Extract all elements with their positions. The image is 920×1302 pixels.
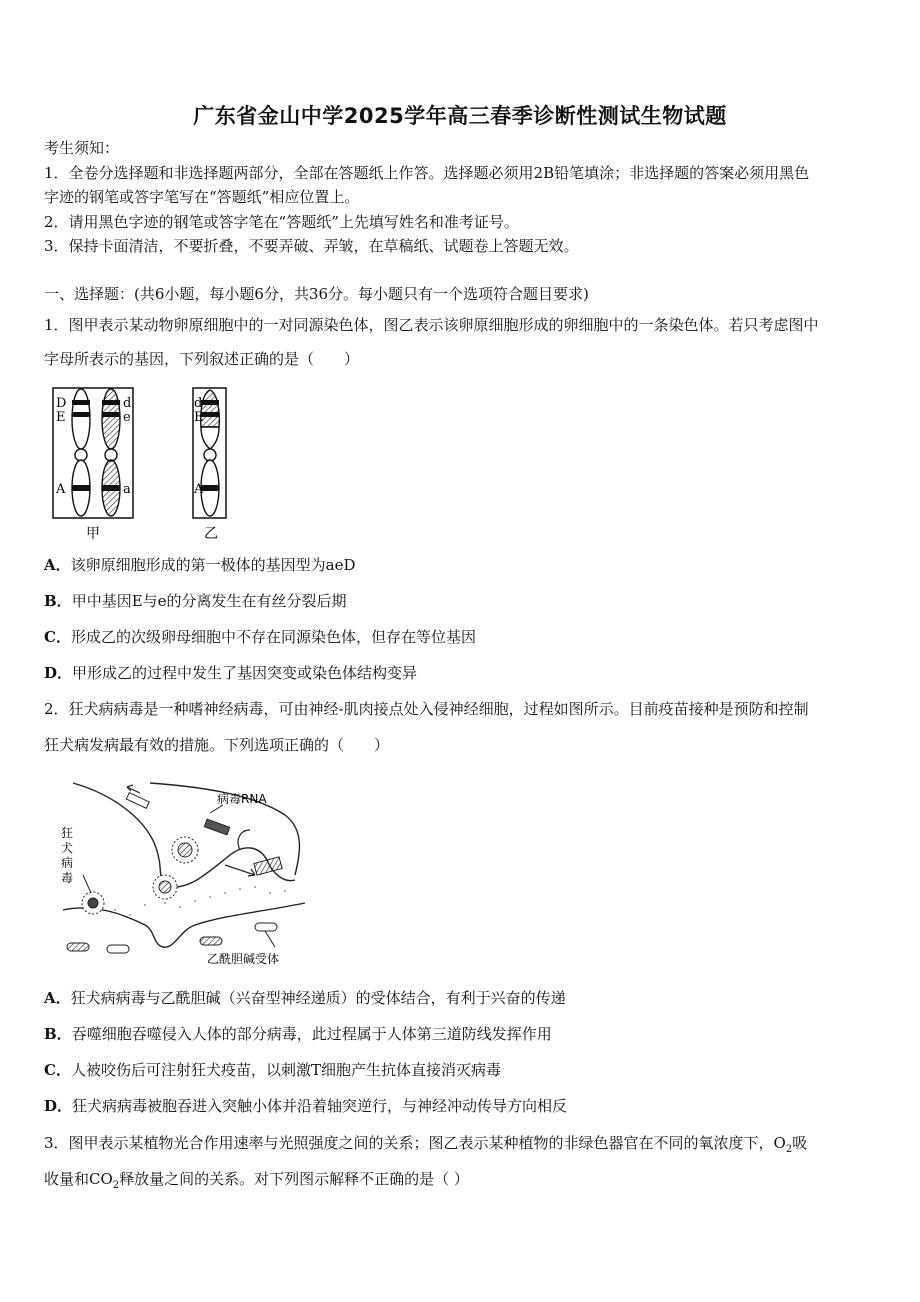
- chromosome-figure: [48, 382, 248, 544]
- q1-stem: 1．图甲表示某动物卵原细胞中的一对同源染色体，图乙表示该卵原细胞形成的卵细胞中的一条染色体。若只考虑图中: [44, 316, 819, 334]
- page-title: 广东省金山中学2025学年高三春季诊断性测试生物试题: [193, 104, 727, 128]
- figure-label-jia: 甲: [86, 526, 100, 542]
- jia-chromosome-left: [72, 389, 90, 516]
- gene-label: A: [194, 482, 204, 497]
- gene-label: E: [56, 410, 66, 425]
- q2-option-b: B．吞噬细胞吞噬侵入人体的部分病毒，此过程属于人体第三道防线发挥作用: [44, 1025, 552, 1043]
- gene-label: A: [56, 482, 66, 497]
- virus-pointer-line: [83, 875, 91, 893]
- label-rabies-virus-char: 毒: [61, 871, 74, 885]
- q2-option-a: A．狂犬病病毒与乙酰胆碱（兴奋型神经递质）的受体结合，有利于兴奋的传递: [44, 989, 566, 1007]
- acetylcholine-receptor: [67, 923, 277, 953]
- gene-label: D: [56, 396, 67, 411]
- section-heading: 一、选择题：(共6小题，每小题6分，共36分。每小题只有一个选项符合题目要求): [44, 285, 589, 303]
- notice-item: 字迹的钢笔或答字笔写在“答题纸”相应位置上。: [44, 188, 360, 206]
- q1-option-a: A．该卵原细胞形成的第一极体的基因型为aeD: [44, 556, 356, 574]
- jia-chromosome-right: [102, 389, 120, 516]
- q2-stem: 狂犬病发病最有效的措施。下列选项正确的（ ）: [44, 736, 390, 754]
- q1-option-c: C．形成乙的次级卵母细胞中不存在同源染色体，但存在等位基因: [44, 628, 476, 646]
- receptor-pointer-line: [265, 931, 275, 947]
- q2-option-c: C．人被咬伤后可注射狂犬疫苗，以刺激T细胞产生抗体直接消灭病毒: [44, 1061, 501, 1079]
- label-rabies-virus-char: 狂: [61, 826, 74, 840]
- rabies-figure: [55, 775, 325, 975]
- label-rabies-virus-char: 病: [61, 856, 74, 870]
- gene-label: d: [194, 396, 203, 411]
- rabies-virus: [82, 837, 198, 914]
- notice-item: 2．请用黑色字迹的钢笔或答字笔在“答题纸”上先填写姓名和准考证号。: [44, 213, 519, 231]
- q2-stem: 2．狂犬病病毒是一种嗜神经病毒，可由神经-肌肉接点处入侵神经细胞，过程如图所示。目前疫苗接种是预防和控制: [44, 700, 809, 718]
- notice-heading: 考生须知：: [44, 139, 120, 157]
- gene-label: E: [194, 410, 204, 425]
- rna-pointer-line: [210, 805, 223, 813]
- notice-item: 3．保持卡面清洁，不要折叠，不要弄破、弄皱，在草稿纸、试题卷上答题无效。: [44, 237, 579, 255]
- gene-label: a: [123, 482, 131, 497]
- q1-option-b: B．甲中基因E与e的分离发生在有丝分裂后期: [44, 592, 347, 610]
- gene-label: e: [123, 410, 131, 425]
- q3-stem: 收量和$CO_2$释放量之间的关系。对下列图示解释不正确的是（ ）: [44, 1170, 469, 1191]
- q1-option-d: D．甲形成乙的过程中发生了基因突变或染色体结构变异: [44, 664, 418, 682]
- label-virus-rna: 病毒RNA: [217, 792, 267, 806]
- notice-item: 1．全卷分选择题和非选择题两部分，全部在答题纸上作答。选择题必须用2B铅笔填涂；非选择题的答案必须用黑色: [44, 164, 810, 182]
- q3-stem: 3．图甲表示某植物光合作用速率与光照强度之间的关系；图乙表示某种植物的非绿色器官在不同的氧浓度下，$O_2$吸: [44, 1134, 808, 1155]
- yi-chromosome: [201, 390, 220, 516]
- q1-stem: 字母所表示的基因，下列叙述正确的是（ ）: [44, 350, 360, 368]
- figure-label-yi: 乙: [204, 526, 218, 542]
- q2-option-d: D．狂犬病病毒被胞吞进入突触小体并沿着轴突逆行，与神经冲动传导方向相反: [44, 1097, 568, 1115]
- label-rabies-virus-char: 犬: [61, 841, 74, 855]
- label-receptor: 乙酰胆碱受体: [207, 952, 280, 966]
- gene-label: d: [123, 396, 132, 411]
